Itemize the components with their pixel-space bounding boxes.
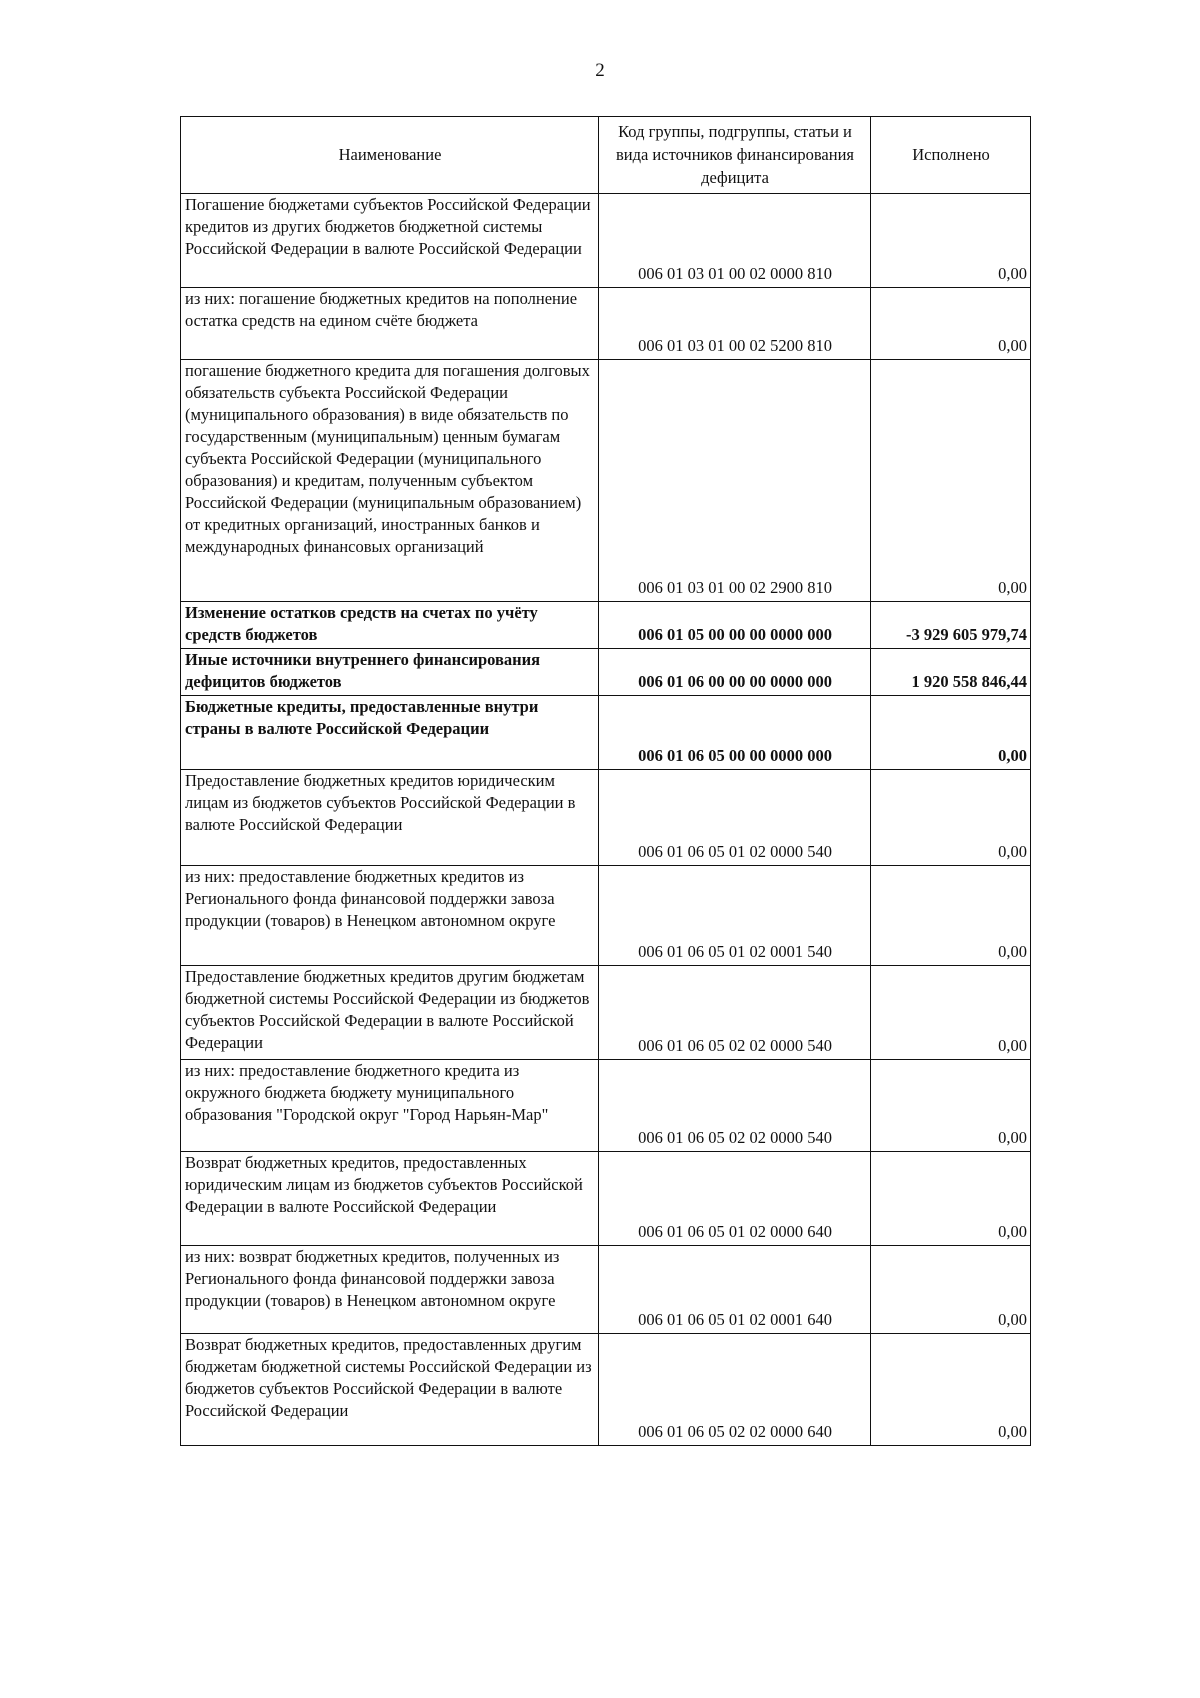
row-name: Погашение бюджетами субъектов Российской Федерации кредитов из других бюджетов бюджетной системы Российской Федерации в валюте Российской Федерации xyxy=(181,194,599,288)
budget-sources-table xyxy=(180,116,1031,1446)
row-sum: 0,00 xyxy=(871,966,1031,1060)
row-code: 006 01 06 05 02 02 0000 640 xyxy=(599,1334,871,1446)
table-header-row xyxy=(181,117,1031,194)
row-name: Иные источники внутреннего финансирования дефицитов бюджетов xyxy=(181,649,599,696)
row-code: 006 01 06 05 00 00 0000 000 xyxy=(599,696,871,770)
row-sum: 0,00 xyxy=(871,1334,1031,1446)
row-code: 006 01 06 05 01 02 0001 640 xyxy=(599,1246,871,1334)
table-row xyxy=(181,1334,1031,1446)
row-name: Возврат бюджетных кредитов, предоставленных другим бюджетам бюджетной системы Российской Федерации из бюджетов субъектов Российской Федерации в валюте Российской Федерации xyxy=(181,1334,599,1446)
row-code: 006 01 05 00 00 00 0000 000 xyxy=(599,602,871,649)
row-code: 006 01 03 01 00 02 2900 810 xyxy=(599,360,871,602)
row-name: Возврат бюджетных кредитов, предоставленных юридическим лицам из бюджетов субъектов Российской Федерации в валюте Российской Федерации xyxy=(181,1152,599,1246)
page-number: 2 xyxy=(595,60,605,81)
row-code: 006 01 06 05 01 02 0000 540 xyxy=(599,770,871,866)
table-row xyxy=(181,1060,1031,1152)
row-sum: 0,00 xyxy=(871,770,1031,866)
row-sum: 0,00 xyxy=(871,1060,1031,1152)
row-sum: 0,00 xyxy=(871,360,1031,602)
row-name: Предоставление бюджетных кредитов другим бюджетам бюджетной системы Российской Федерации из бюджетов субъектов Российской Федерации в валюте Российской Федерации xyxy=(181,966,599,1060)
row-name: из них: предоставление бюджетных кредитов из Регионального фонда финансовой поддержки завоза продукции (товаров) в Ненецком автономном округе xyxy=(181,866,599,966)
row-sum: -3 929 605 979,74 xyxy=(871,602,1031,649)
row-code: 006 01 03 01 00 02 0000 810 xyxy=(599,194,871,288)
table-row xyxy=(181,194,1031,288)
table-row-bold xyxy=(181,649,1031,696)
table-row xyxy=(181,866,1031,966)
row-name: Бюджетные кредиты, предоставленные внутри страны в валюте Российской Федерации xyxy=(181,696,599,770)
row-code: 006 01 06 05 01 02 0000 640 xyxy=(599,1152,871,1246)
row-name: Предоставление бюджетных кредитов юридическим лицам из бюджетов субъектов Российской Федерации в валюте Российской Федерации xyxy=(181,770,599,866)
row-sum: 0,00 xyxy=(871,288,1031,360)
row-code: 006 01 06 05 02 02 0000 540 xyxy=(599,966,871,1060)
row-code: 006 01 06 05 01 02 0001 540 xyxy=(599,866,871,966)
header-name: Наименование xyxy=(181,117,599,194)
row-name: погашение бюджетного кредита для погашения долговых обязательств субъекта Российской Федерации (муниципального образования) в виде обязательств по государственным (муниципальным) ценным бумагам субъекта Российской Федерации (муниципального образования) и кредитам, полученным субъектом Российской Федерации (муниципальным образованием) от кредитных организаций, иностранных банков и международных финансовых организаций xyxy=(181,360,599,602)
table-row-bold xyxy=(181,602,1031,649)
table-row xyxy=(181,1246,1031,1334)
row-sum: 0,00 xyxy=(871,194,1031,288)
header-code: Код группы, подгруппы, статьи и вида источников финансирования дефицита xyxy=(599,117,871,194)
table-row xyxy=(181,966,1031,1060)
row-sum: 1 920 558 846,44 xyxy=(871,649,1031,696)
table-row-bold xyxy=(181,696,1031,770)
row-sum: 0,00 xyxy=(871,1246,1031,1334)
row-sum: 0,00 xyxy=(871,866,1031,966)
row-code: 006 01 06 00 00 00 0000 000 xyxy=(599,649,871,696)
row-code: 006 01 03 01 00 02 5200 810 xyxy=(599,288,871,360)
row-name: из них: возврат бюджетных кредитов, полученных из Регионального фонда финансовой поддержки завоза продукции (товаров) в Ненецком автономном округе xyxy=(181,1246,599,1334)
header-sum: Исполнено xyxy=(871,117,1031,194)
row-name: из них: предоставление бюджетного кредита из окружного бюджета бюджету муниципального образования "Городской округ "Город Нарьян-Мар" xyxy=(181,1060,599,1152)
row-code: 006 01 06 05 02 02 0000 540 xyxy=(599,1060,871,1152)
table-row xyxy=(181,360,1031,602)
row-sum: 0,00 xyxy=(871,1152,1031,1246)
row-sum: 0,00 xyxy=(871,696,1031,770)
table-row xyxy=(181,288,1031,360)
table-row xyxy=(181,1152,1031,1246)
row-name: из них: погашение бюджетных кредитов на пополнение остатка средств на едином счёте бюджета xyxy=(181,288,599,360)
table-row xyxy=(181,770,1031,866)
row-name: Изменение остатков средств на счетах по учёту средств бюджетов xyxy=(181,602,599,649)
